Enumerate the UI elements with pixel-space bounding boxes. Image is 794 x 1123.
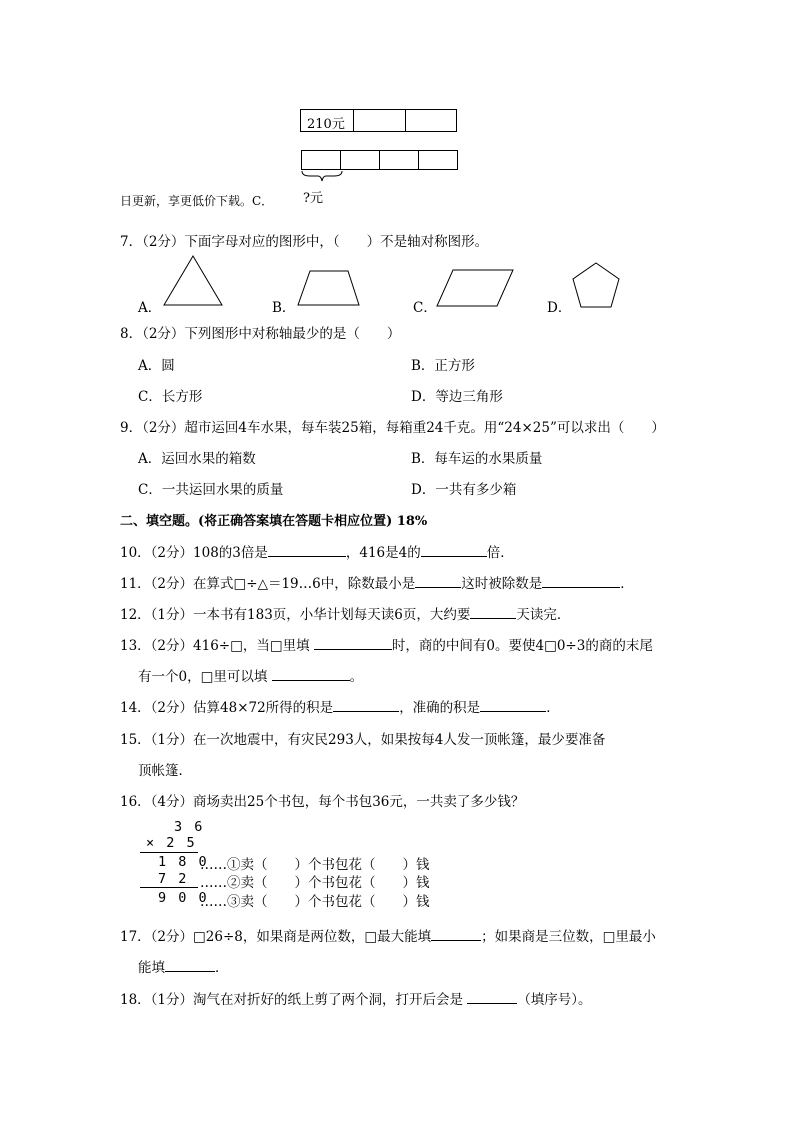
- brace-icon: [300, 170, 344, 184]
- q8-option-d[interactable]: D．等边三角形: [411, 389, 503, 405]
- q14: 14．（2分）估算48×72所得的积是 ，准确的积是 ．: [120, 696, 560, 716]
- calc-rule-1: [140, 852, 198, 853]
- bar-bottom-cell-3: [379, 150, 419, 170]
- q8-option-a[interactable]: A．圆: [138, 358, 175, 374]
- blank[interactable]: [542, 574, 620, 589]
- q12: 12．（1分）一本书有183页，小华计划每天读6页，大约要 天读完．: [120, 603, 570, 623]
- q7-text: 7．（2分）下面字母对应的图形中，（ ）不是轴对称图形。: [120, 234, 489, 250]
- blank[interactable]: [480, 698, 546, 713]
- blank[interactable]: [268, 543, 346, 558]
- q7-option-a[interactable]: A．: [138, 300, 162, 316]
- q11: 11．（2分）在算式□÷△＝19…6中，除数最小是 这时被除数是 ．: [120, 572, 634, 592]
- q16-note-1: ……①卖（ ）个书包花（ ）钱: [200, 857, 430, 873]
- blank[interactable]: [467, 990, 517, 1005]
- q8-option-c[interactable]: C．长方形: [138, 389, 203, 405]
- parallelogram-icon: [435, 268, 515, 308]
- q16-note-2: ……②卖（ ）个书包花（ ）钱: [200, 875, 430, 891]
- pentagon-icon: [570, 261, 622, 309]
- bar-bottom-cell-1: [301, 150, 341, 170]
- q10: 10．（2分）108的3倍是 ，416是4的 倍．: [120, 541, 514, 561]
- trapezoid-icon: [296, 269, 362, 307]
- q15-line2: 顶帐篷．: [138, 763, 192, 779]
- bar-top-cell-1: 210元: [300, 109, 354, 132]
- q16-note-3: ……③卖（ ）个书包花（ ）钱: [200, 894, 430, 910]
- q16-text: 16．（4分）商场卖出25个书包，每个书包36元，一共卖了多少钱？: [120, 794, 525, 810]
- triangle-icon: [162, 255, 224, 307]
- q7-option-c[interactable]: C．: [413, 300, 437, 316]
- q17-line1: 17．（2分）□26÷8，如果商是两位数，□最大能填 ；如果商是三位数，□里最小: [120, 925, 656, 945]
- q9-option-b[interactable]: B．每车运的水果质量: [411, 451, 543, 467]
- blank[interactable]: [272, 667, 350, 682]
- blank[interactable]: [431, 927, 481, 942]
- bar-top-cell-2: [353, 109, 406, 132]
- calc-rule-2: [140, 887, 198, 888]
- blank[interactable]: [470, 605, 516, 620]
- q9-text: 9．（2分）超市运回4车水果，每车装25箱，每箱重24千克。用“24×25”可以求出（ ）: [120, 420, 665, 436]
- q18: 18．（1分）淘气在对折好的纸上剪了两个洞，打开后会是 （填序号）。: [120, 988, 592, 1008]
- blank[interactable]: [421, 543, 487, 558]
- q7-option-d[interactable]: D．: [547, 300, 572, 316]
- q15-line1: 15．（1分）在一次地震中，有灾民293人，如果按每4人发一顶帐篷，最少要准备: [120, 732, 606, 748]
- q8-option-b[interactable]: B．正方形: [411, 358, 475, 374]
- q8-text: 8．（2分）下列图形中对称轴最少的是（ ）: [120, 326, 401, 342]
- blank[interactable]: [333, 698, 399, 713]
- q9-option-a[interactable]: A．运回水果的箱数: [138, 451, 256, 467]
- q13-line1: 13．（2分）416÷□，当□里填 时，商的中间有0。要使4□0÷3的商的末尾: [120, 634, 653, 654]
- blank[interactable]: [165, 958, 215, 973]
- blank[interactable]: [415, 574, 461, 589]
- blank[interactable]: [314, 636, 392, 651]
- bar-bottom-cell-4: [418, 150, 458, 170]
- q9-option-d[interactable]: D．一共有多少箱: [411, 482, 517, 498]
- q13-line2: 有一个0，□里可以填 。: [138, 665, 363, 685]
- q9-option-c[interactable]: C．一共运回水果的质量: [138, 482, 284, 498]
- section-heading: 二、填空题。(将正确答案填在答题卡相应位置) 18%: [120, 514, 428, 529]
- q7-option-b[interactable]: B．: [272, 300, 296, 316]
- q17-line2: 能填 ．: [138, 956, 229, 976]
- q6-option-c-prefix: 日更新，享更低价下载。C．: [120, 194, 274, 208]
- bar-top-cell-3: [405, 109, 457, 132]
- bar-bottom-cell-2: [340, 150, 380, 170]
